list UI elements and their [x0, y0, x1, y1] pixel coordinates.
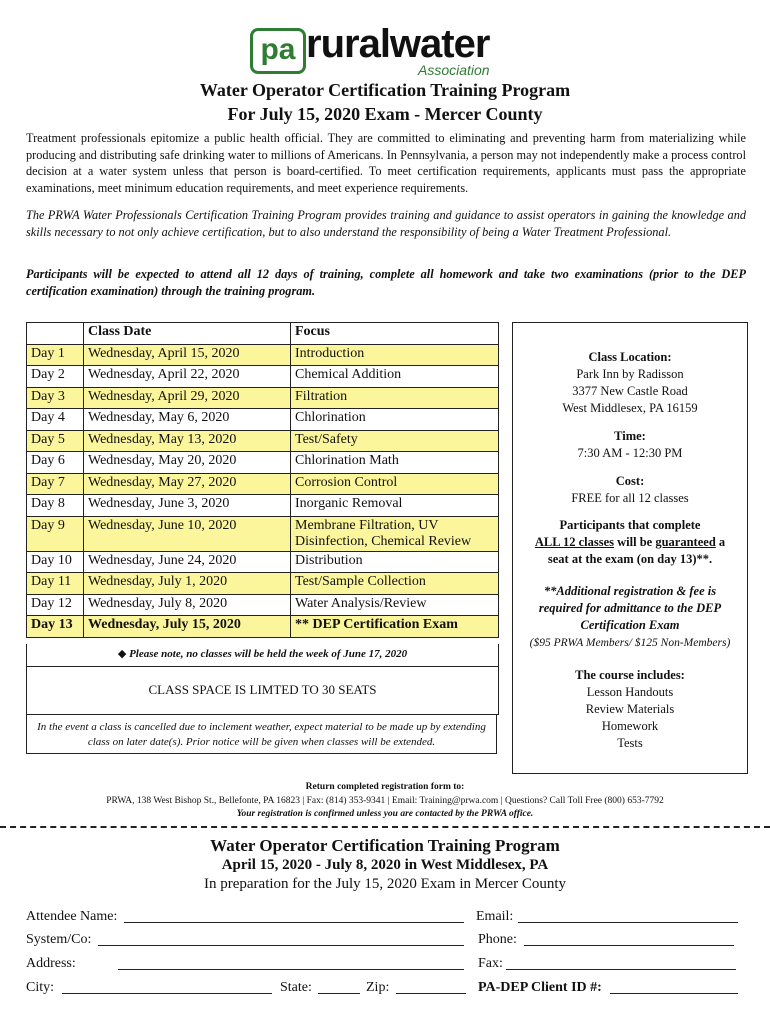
row-focus: Distribution: [291, 551, 499, 573]
cancellation-notice: In the event a class is cancelled due to inclement weather, expect material to be made up by extending class on later date(s). Prior notice will be given when classes will be extended.: [26, 714, 497, 754]
complete-line-3: seat at the exam (on day 13)**.: [547, 552, 713, 566]
row-day: Day 6: [27, 452, 84, 474]
row-date: Wednesday, April 22, 2020: [84, 366, 291, 388]
fee-amounts: ($95 PRWA Members/ $125 Non-Members): [529, 637, 731, 649]
header-day: [27, 323, 84, 345]
zip-field[interactable]: [396, 979, 466, 994]
row-day: Day 4: [27, 409, 84, 431]
system-field[interactable]: [98, 931, 464, 946]
registration-confirm: Your registration is confirmed unless you are contacted by the PRWA office.: [236, 809, 534, 819]
all-classes: ALL 12 classes: [534, 535, 615, 549]
location-line: 3377 New Castle Road: [572, 384, 688, 398]
location-line: Park Inn by Radisson: [576, 367, 684, 381]
row-date: Wednesday, May 6, 2020: [84, 409, 291, 431]
row-day: Day 11: [27, 573, 84, 595]
email-field[interactable]: [518, 908, 738, 923]
row-day: Day 3: [27, 387, 84, 409]
row-date: Wednesday, April 15, 2020: [84, 344, 291, 366]
return-address: PRWA, 138 West Bishop St., Bellefonte, PA 16823 | Fax: (814) 353-9341 | Email: Training@prwa.com | Questions? Call Toll Free (800) 653-7792: [106, 796, 664, 806]
schedule-table: [26, 322, 499, 638]
includes-item: Homework: [601, 719, 659, 733]
header-focus: Focus: [291, 323, 499, 345]
location-label: Class Location:: [588, 350, 672, 364]
form-dates: April 15, 2020 - July 8, 2020 in West Middlesex, PA: [221, 857, 549, 873]
address-field[interactable]: [118, 955, 464, 970]
zip-label: Zip:: [366, 980, 390, 995]
row-day: Day 1: [27, 344, 84, 366]
header-class-date: Class Date: [84, 323, 291, 345]
attendee-label: Attendee Name:: [26, 909, 118, 924]
row-focus: ** DEP Certification Exam: [291, 616, 499, 638]
complete-line-2: [513, 534, 747, 551]
row-day: Day 10: [27, 551, 84, 573]
guaranteed: guaranteed: [655, 535, 716, 549]
row-day: Day 5: [27, 430, 84, 452]
row-date: Wednesday, July 15, 2020: [84, 616, 291, 638]
no-class-note: ◆ Please note, no classes will be held the week of June 17, 2020: [26, 644, 499, 667]
table-row: [27, 409, 499, 431]
intro-paragraph: Treatment professionals epitomize a public health official. They are committed to eliminating and preventing harm from materializing while producing and distributing safe drinking water to millions of Americans. In Pennsylvania, a person may not independently make a process control decision at a water system unless that person is board-certified. To meet certification requirements, applicants must pass the appropriate examinations, meet minimum education requirements, and meet experience requirements.: [26, 131, 746, 195]
row-date: Wednesday, July 8, 2020: [84, 594, 291, 616]
phone-label: Phone:: [478, 932, 517, 947]
state-label: State:: [280, 980, 312, 995]
a-text: a: [715, 535, 726, 549]
cost-label: Cost:: [615, 474, 645, 488]
email-label: Email:: [476, 909, 514, 924]
table-row: [27, 387, 499, 409]
includes-label: The course includes:: [575, 668, 685, 682]
client-id-field[interactable]: [610, 979, 738, 994]
time-value: 7:30 AM - 12:30 PM: [577, 446, 683, 460]
fax-label: Fax:: [478, 956, 503, 971]
will-text: will be: [614, 535, 656, 549]
page-subtitle: For July 15, 2020 Exam - Mercer County: [227, 104, 543, 124]
logo-tagline: Association: [418, 62, 490, 78]
row-day: Day 13: [27, 616, 84, 638]
row-day: Day 7: [27, 473, 84, 495]
row-day: Day 9: [27, 516, 84, 551]
row-day: Day 12: [27, 594, 84, 616]
table-row: [27, 473, 499, 495]
table-row: [27, 516, 499, 551]
form-prep: In preparation for the July 15, 2020 Exam in Mercer County: [204, 876, 566, 892]
row-focus: Test/Sample Collection: [291, 573, 499, 595]
includes-item: Tests: [617, 736, 643, 750]
row-day: Day 8: [27, 495, 84, 517]
table-row: [27, 616, 499, 638]
row-date: Wednesday, July 1, 2020: [84, 573, 291, 595]
row-focus: Membrane Filtration, UV Disinfection, Chemical Review: [291, 516, 499, 551]
includes-item: Review Materials: [585, 702, 675, 716]
row-focus: Chlorination: [291, 409, 499, 431]
class-space-notice: CLASS SPACE IS LIMTED TO 30 SEATS: [26, 666, 499, 715]
row-day: Day 2: [27, 366, 84, 388]
city-field[interactable]: [62, 979, 272, 994]
logo-mark: pa: [250, 28, 306, 74]
page-title: Water Operator Certification Training Program: [199, 80, 571, 100]
table-row: [27, 573, 499, 595]
time-label: Time:: [614, 429, 646, 443]
program-description: The PRWA Water Professionals Certification Training Program provides training and guidance to assist operators in gaining the knowledge and skills necessary to not only achieve certification, but to also understand the responsibility of being a Water Treatment Professional.: [26, 208, 746, 239]
logo-name: ruralwater: [306, 22, 490, 66]
prwa-logo: [250, 22, 520, 78]
complete-line-1: Participants that complete: [559, 518, 701, 532]
additional-fee-note: **Additional registration & fee is required for admittance to the DEP Certification Exam: [538, 584, 722, 632]
city-label: City:: [26, 980, 55, 995]
row-focus: Water Analysis/Review: [291, 594, 499, 616]
table-row: [27, 366, 499, 388]
address-label: Address:: [26, 956, 76, 971]
row-date: Wednesday, May 20, 2020: [84, 452, 291, 474]
fax-field[interactable]: [506, 955, 736, 970]
attendee-field[interactable]: [124, 908, 464, 923]
table-row: [27, 551, 499, 573]
client-id-label: PA-DEP Client ID #:: [478, 980, 602, 995]
row-date: Wednesday, April 29, 2020: [84, 387, 291, 409]
row-date: Wednesday, June 24, 2020: [84, 551, 291, 573]
row-focus: Chlorination Math: [291, 452, 499, 474]
table-row: [27, 344, 499, 366]
return-label: Return completed registration form to:: [305, 782, 465, 792]
cut-line: [0, 826, 770, 828]
row-focus: Filtration: [291, 387, 499, 409]
table-row: [27, 495, 499, 517]
class-info-box: [512, 322, 748, 774]
location-line: West Middlesex, PA 16159: [562, 401, 698, 415]
system-label: System/Co:: [26, 932, 92, 947]
row-focus: Chemical Addition: [291, 366, 499, 388]
includes-item: Lesson Handouts: [586, 685, 674, 699]
row-focus: Corrosion Control: [291, 473, 499, 495]
state-field[interactable]: [318, 979, 360, 994]
cost-value: FREE for all 12 classes: [571, 491, 689, 505]
participants-note: Participants will be expected to attend all 12 days of training, complete all homework and take two examinations (prior to the DEP certification examination) through the training program.: [26, 267, 746, 298]
table-row: [27, 594, 499, 616]
row-date: Wednesday, June 3, 2020: [84, 495, 291, 517]
row-focus: Test/Safety: [291, 430, 499, 452]
table-row: [27, 452, 499, 474]
row-date: Wednesday, May 13, 2020: [84, 430, 291, 452]
phone-field[interactable]: [524, 931, 734, 946]
row-focus: Inorganic Removal: [291, 495, 499, 517]
row-date: Wednesday, June 10, 2020: [84, 516, 291, 551]
row-focus: Introduction: [291, 344, 499, 366]
row-date: Wednesday, May 27, 2020: [84, 473, 291, 495]
form-title: Water Operator Certification Training Program: [210, 836, 560, 855]
table-row: [27, 430, 499, 452]
